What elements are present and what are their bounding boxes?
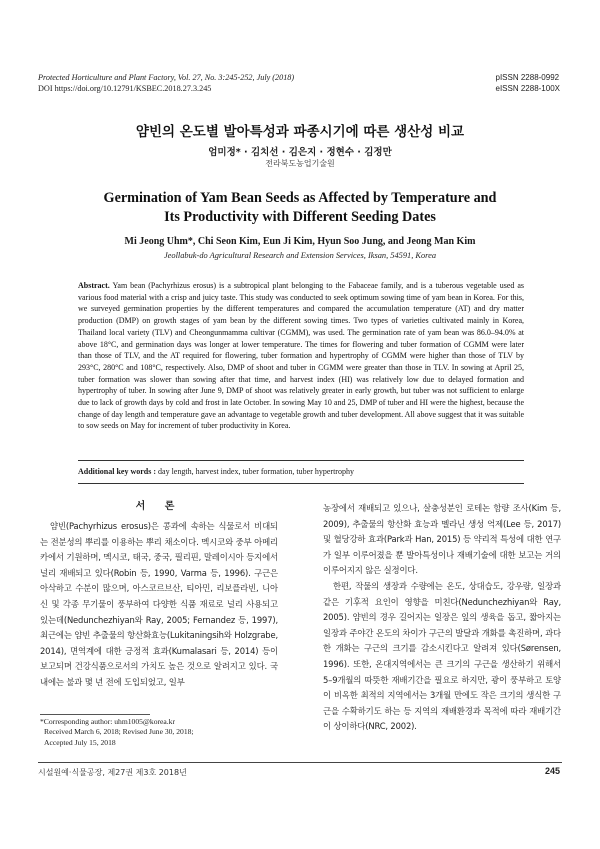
keywords-top-divider bbox=[78, 460, 524, 461]
english-title bbox=[60, 189, 540, 227]
body-column-left bbox=[40, 499, 278, 691]
section-heading-introduction: 서 론 bbox=[135, 501, 183, 512]
intro-paragraph-2: 한편, 작물의 생장과 수량에는 온도, 상대습도, 강우량, 일장과 같은 기후적 요인이 영향을 미친다(Nedunchezhiyan와 Ray, 2005). 얌빈의 경우 길어지는 일장은 잎의 생육을 돕고, 짧아지는 일장과 주야간 온도의 차이가 구근의 발달과 개화를 촉진하며, 과다한 개화는 구근의 크기를 감소시킨다고 알려져 있다(Sørensen, 1996). 또한, 온대지역에서는 큰 크기의 구근을 생산하기 위해서 5–9개월의 따뜻한 재배기간을 필요로 하지만, 광이 풍부하고 토양이 비옥한 최적의 지역에서는 3개월 만에도 작은 크기의 생식한 구근을 수확하기도 하는 등 지역의 재배환경과 목적에 따라 재배기간이 상이하다(NRC, 2002). bbox=[323, 580, 561, 732]
english-title-line-2: Its Productivity with Different Seeding Dates bbox=[164, 209, 436, 225]
abstract bbox=[78, 280, 524, 432]
korean-authors: 엄미정* · 김치선 · 김은지 · 정현수 · 김정만 bbox=[208, 147, 392, 158]
abstract-text: Yam bean (Pachyrhizus erosus) is a subtropical plant belonging to the Fabaceae family, and is a tuberous vegetable used as various food material with a crisp and juicy taste. This study was conducted to seek optimum sowing time of yam bean in Korea. For this, we surveyed germination properties by the different temperatures and compared the accumulation temperature (AT) and dry matter production (DMP) on growth stages of yam bean by the different sowing times. Two types of varieties cultivated mainly in Korea, Thailand local variety (TLV) and Cheongunmamma cultivar (CGMM), was used. The germination rate of yam bean was 86.0–94.0% at above 18°C, and germination days was longer at lower temperature. The times for flowering and tuber formation of CGMM were later than those of TLV, and the AT required for flowering, tuber formation and hypertrophy of CGMM were higher than those of TLV by 293°C, 280°C and 108°C, respectively. Also, DMP of shoot and tuber in CGMM were greater than those in TLV. In sowing at April 25, tuber formation was slower than sowing after that time, and harvest index (HI) was relatively low due to delayed formation and hypertrophy of tuber. In sowing after June 9, DMP of shoot was relatively greater in early growth, but tuber was not sufficient to enlarge due to lack of growth days by cold and frost in late October. In sowing May 10 and 25, DMP of tuber and HI were the highest, because the change of day length and temperature gave an advantage to vegetable growth and tuber development. All above suggest that it was suitable to sow seeds on May for increment of tuber productivity in Korea. bbox=[78, 281, 524, 431]
english-title-line-1: Germination of Yam Bean Seeds as Affected by Temperature and bbox=[103, 190, 497, 206]
intro-paragraph-1: 얌빈(Pachyrhizus erosus)은 콩과에 속하는 식물로서 비대되는 전분성의 뿌리를 이용하는 뿌리 채소이다. 멕시코와 중부 아메리카에서 기원하며, 멕시코, 태국, 중국, 필리핀, 말레이시아 등지에서 널리 재배되고 있다(Robin 등, 1990, Varma 등, 1996). 구근은 아삭하고 수분이 많으며, 아스코르브산, 티아민, 리보플라빈, 니아신 및 각종 무기물이 풍부하여 다양한 식품 재료로 널리 사용되고 있는데(Nedunchezhiyan와 Ray, 2005; Fernandez 등, 1997), 최근에는 얌빈 추출물의 항산화효능(Lukitaningsih와 Holzgrabe, 2014), 면역계에 대한 긍정적 효과(Kumalasari 등, 2014) 등이 보고되며 건강식품으로서의 가치도 높은 것으로 알려지고 있다. 국내에는 불과 몇 년 전에 도입되었고, 일부 bbox=[40, 521, 278, 687]
english-authors: Mi Jeong Uhm*, Chi Seon Kim, Eun Ji Kim, Hyun Soo Jung, and Jeong Man Kim bbox=[124, 236, 476, 247]
footnote bbox=[40, 717, 300, 748]
corresponding-author: *Corresponding author: uhm1005@korea.kr bbox=[40, 717, 176, 726]
intro-paragraph-continued: 농장에서 재배되고 있으나, 살충성분인 로테논 함량 조사(Kim 등, 2009), 추출물의 항산화 효능과 멜라닌 생성 억제(Lee 등, 2017) 및 혈당강하 효과(Park과 Han, 2015) 등 약리적 특성에 대한 연구가 일부 이루어졌을 뿐 발아특성이나 재배기술에 대한 보고는 거의 이루어지지 않은 실정이다. bbox=[323, 503, 561, 576]
accepted-date: Accepted July 15, 2018 bbox=[44, 737, 116, 747]
pissn: pISSN 2288-0992 bbox=[495, 73, 560, 82]
keywords bbox=[78, 467, 524, 476]
issn-block bbox=[496, 72, 561, 94]
abstract-label: Abstract. bbox=[78, 281, 110, 290]
korean-title: 얌빈의 온도별 발아특성과 파종시기에 따른 생산성 비교 bbox=[135, 124, 465, 140]
keywords-text: day length, harvest index, tuber formation, tuber hypertrophy bbox=[156, 467, 354, 476]
journal-citation: Protected Horticulture and Plant Factory, Vol. 27, No. 3:245-252, July (2018) bbox=[38, 73, 295, 82]
received-date: Received March 6, 2018; Revised June 30, 2018; bbox=[44, 727, 194, 737]
page-number: 245 bbox=[544, 766, 560, 776]
eissn: eISSN 2288-100X bbox=[495, 84, 560, 93]
footnote-divider bbox=[40, 714, 150, 715]
footer-journal: 시설원예·식물공장, 제27권 제3호 2018년 bbox=[38, 768, 187, 777]
doi-line: DOI https://doi.org/10.12791/KSBEC.2018.27.3.245 bbox=[38, 84, 212, 93]
body-column-right bbox=[323, 501, 561, 735]
keywords-label: Additional key words : bbox=[78, 467, 157, 476]
footer-divider bbox=[38, 762, 562, 763]
english-affiliation: Jeollabuk-do Agricultural Research and Extension Services, Iksan, 54591, Korea bbox=[163, 251, 437, 260]
keywords-bottom-divider bbox=[78, 483, 524, 484]
journal-header bbox=[38, 72, 294, 94]
korean-affiliation: 전라북도농업기술원 bbox=[265, 159, 335, 168]
